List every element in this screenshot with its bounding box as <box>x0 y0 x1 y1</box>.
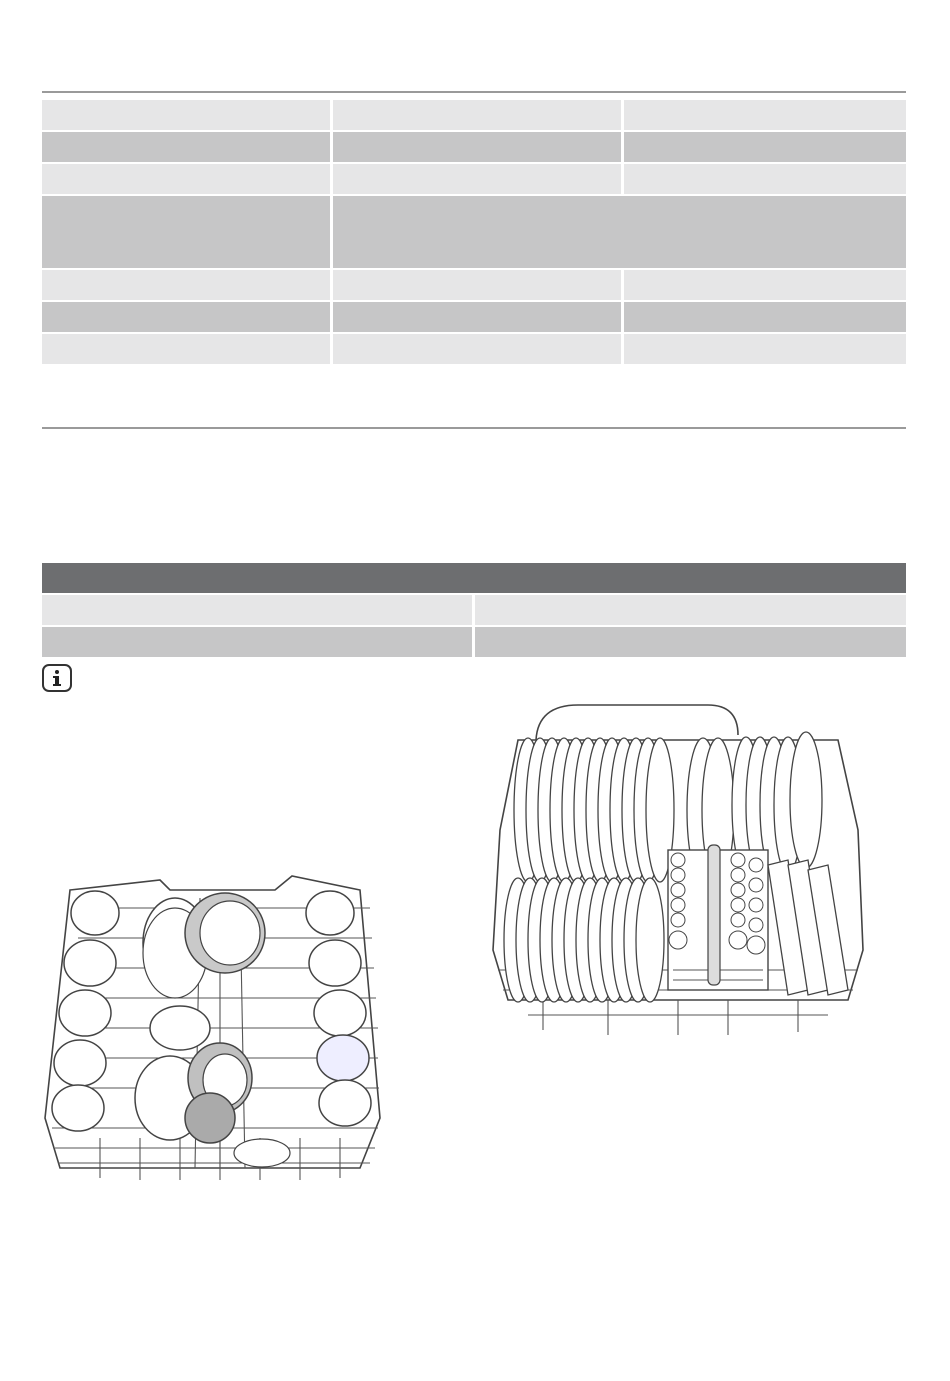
table-cell <box>42 196 330 268</box>
section-divider <box>42 427 906 429</box>
table-cell <box>42 627 472 657</box>
table-cell <box>330 302 621 332</box>
table-cell <box>42 302 330 332</box>
table-cell <box>621 270 906 300</box>
table-row <box>42 302 906 332</box>
table-row <box>42 196 906 268</box>
table-cell <box>42 334 330 364</box>
table-cell <box>621 334 906 364</box>
cutlery-basket-icon <box>668 845 768 990</box>
table-row <box>42 270 906 300</box>
table-cell <box>621 164 906 194</box>
table-cell-merged <box>330 196 906 268</box>
table-row <box>42 627 906 657</box>
table-cell <box>330 132 621 162</box>
table-cell <box>42 595 472 625</box>
table-cell <box>42 270 330 300</box>
table-cell <box>472 627 906 657</box>
table-cell <box>621 302 906 332</box>
table-cell <box>621 100 906 130</box>
table-cell <box>42 164 330 194</box>
table-cell <box>330 334 621 364</box>
table-cell <box>330 164 621 194</box>
table-row <box>42 595 906 625</box>
table-row <box>42 334 906 364</box>
table-cell <box>42 100 330 130</box>
table-header <box>42 563 906 593</box>
info-glyph <box>50 669 64 687</box>
table-cell <box>330 270 621 300</box>
table-row <box>42 100 906 130</box>
top-divider <box>42 91 906 93</box>
table-cell <box>621 132 906 162</box>
table-cell <box>330 100 621 130</box>
info-icon <box>42 664 72 692</box>
upper-basket-illustration <box>40 868 390 1186</box>
table-header-cell <box>42 563 906 593</box>
data-table-2 <box>42 563 906 657</box>
data-table-1 <box>42 100 906 364</box>
cup-icon <box>52 891 119 1131</box>
lower-basket-illustration <box>488 700 868 1045</box>
table-row <box>42 132 906 162</box>
table-row <box>42 164 906 194</box>
table-cell <box>42 132 330 162</box>
table-cell <box>472 595 906 625</box>
